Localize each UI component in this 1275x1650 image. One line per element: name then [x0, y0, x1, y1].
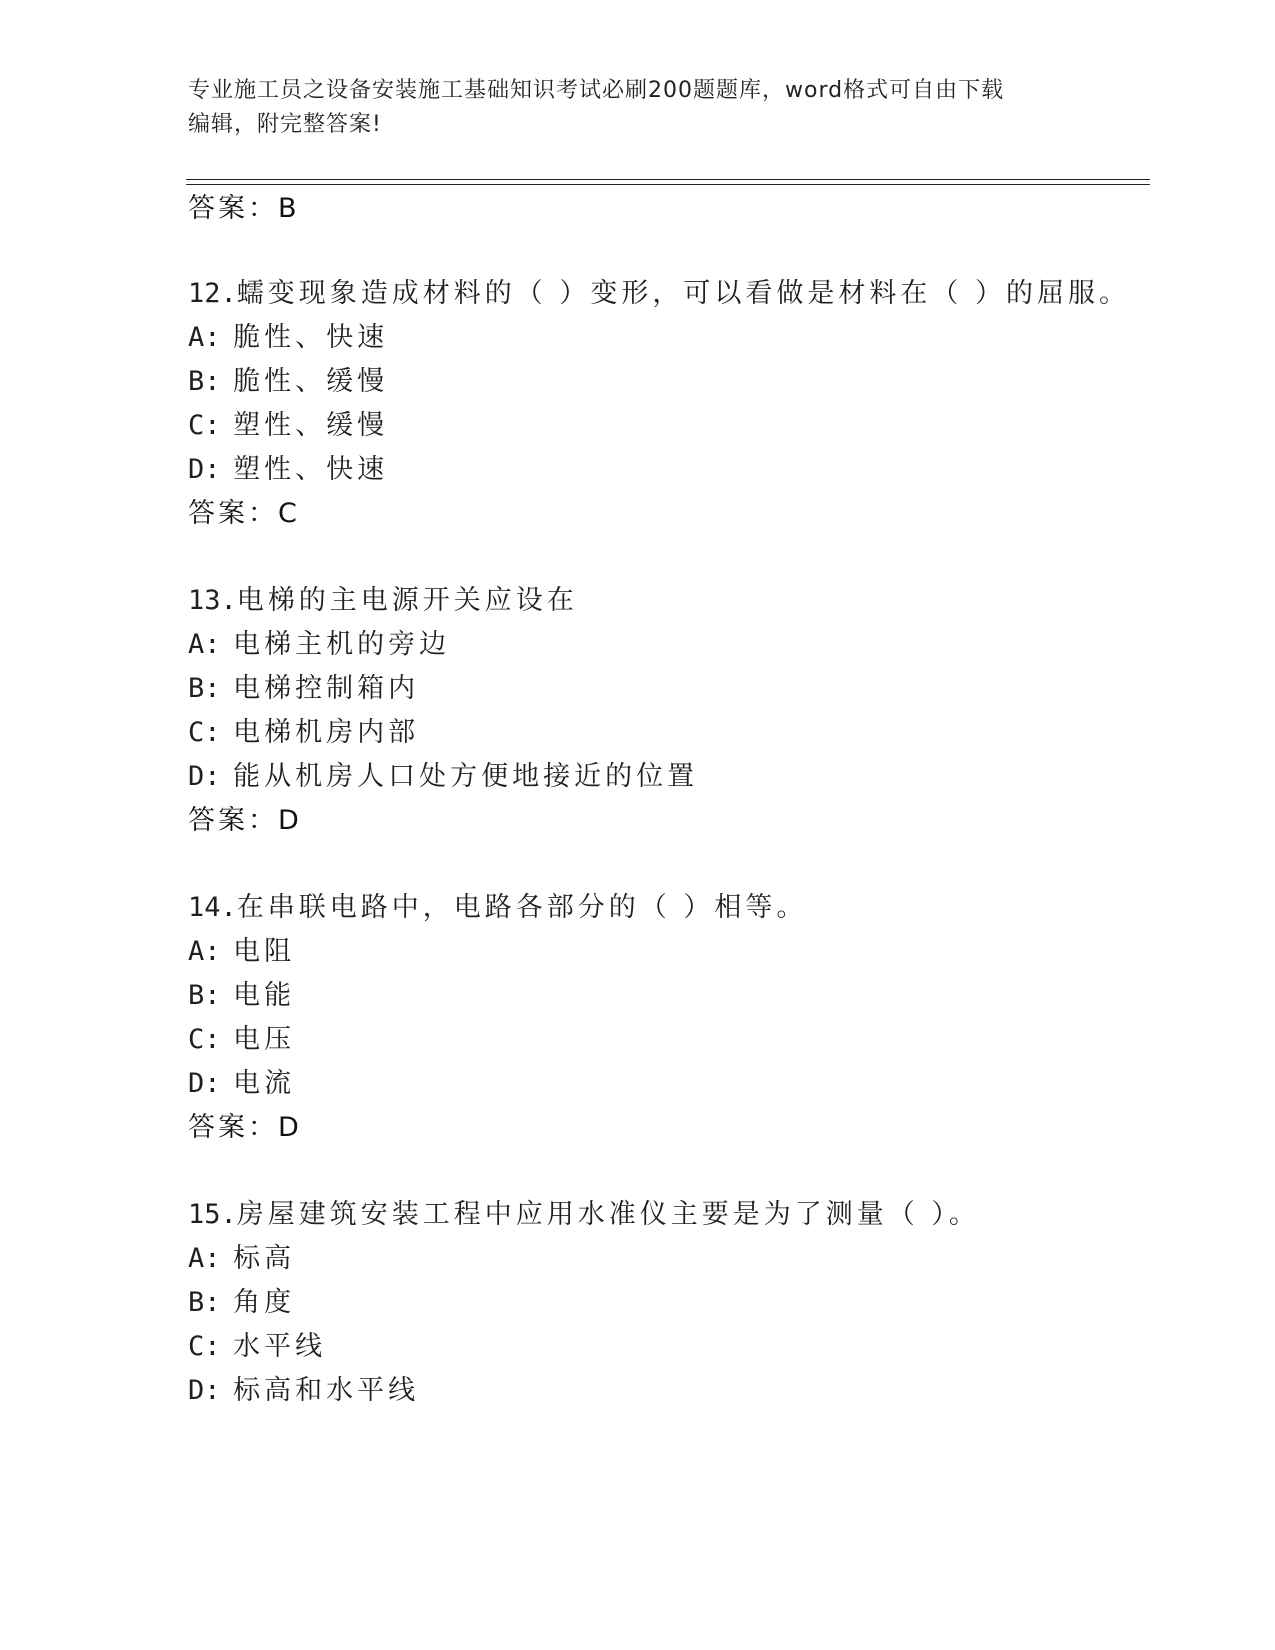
option-text: 水平线 [233, 1331, 327, 1362]
option-text: 塑性、快速 [233, 454, 389, 485]
question-14-option-b [188, 973, 295, 1012]
header-line-2: 编辑，附完整答案! [188, 112, 382, 137]
question-number: 14. [188, 892, 237, 923]
question-15-option-d [188, 1368, 419, 1407]
option-text: 角度 [233, 1287, 296, 1318]
question-13-option-a [188, 622, 450, 661]
answer-label: 答案： [188, 498, 278, 529]
question-12-answer [188, 491, 299, 530]
question-12-option-a [188, 315, 388, 354]
option-label: C: [188, 410, 221, 441]
document-header [188, 74, 1068, 142]
option-text: 电压 [233, 1024, 296, 1055]
question-13-option-b [188, 666, 419, 705]
option-label: D: [188, 1375, 221, 1406]
question-14-option-c [188, 1017, 295, 1056]
question-12-stem [188, 271, 1130, 310]
question-text: 在串联电路中，电路各部分的（ ）相等。 [236, 892, 808, 923]
option-text: 标高和水平线 [233, 1375, 420, 1406]
option-text: 电流 [233, 1068, 296, 1099]
question-text: 蠕变现象造成材料的（ ）变形，可以看做是材料在（ ）的屈服。 [236, 278, 1130, 309]
answer-label: 答案： [188, 193, 278, 224]
question-13-stem [188, 578, 578, 617]
question-14-option-d [188, 1061, 295, 1100]
question-15-stem [188, 1192, 980, 1231]
option-label: B: [188, 1287, 221, 1318]
option-text: 电梯主机的旁边 [233, 629, 451, 660]
question-12-option-d [188, 447, 388, 486]
option-text: 能从机房人口处方便地接近的位置 [233, 761, 699, 792]
question-14-option-a [188, 929, 295, 968]
question-15-option-b [188, 1280, 295, 1319]
answer-value: D [278, 1112, 301, 1143]
answer-label: 答案： [188, 1112, 278, 1143]
answer-value: B [278, 193, 299, 224]
question-13-answer [188, 798, 301, 837]
option-label: A: [188, 1243, 221, 1274]
option-text: 电阻 [233, 936, 296, 967]
question-number: 13. [188, 585, 237, 616]
question-14-stem [188, 885, 807, 924]
answer-value: C [278, 498, 299, 529]
option-label: B: [188, 980, 221, 1011]
question-14-answer [188, 1105, 301, 1144]
option-label: B: [188, 673, 221, 704]
option-label: D: [188, 1068, 221, 1099]
prev-answer [188, 186, 299, 225]
question-number: 15. [188, 1199, 237, 1230]
option-label: A: [188, 322, 221, 353]
option-label: D: [188, 761, 221, 792]
option-text: 脆性、快速 [233, 322, 389, 353]
question-number: 12. [188, 278, 237, 309]
option-text: 脆性、缓慢 [233, 366, 389, 397]
option-text: 电梯机房内部 [233, 717, 420, 748]
question-text: 电梯的主电源开关应设在 [236, 585, 578, 616]
option-label: C: [188, 717, 221, 748]
question-13-option-d [188, 754, 698, 793]
option-label: B: [188, 366, 221, 397]
option-text: 塑性、缓慢 [233, 410, 389, 441]
option-text: 电能 [233, 980, 296, 1011]
answer-value: D [278, 805, 301, 836]
option-label: C: [188, 1024, 221, 1055]
option-label: A: [188, 936, 221, 967]
option-text: 电梯控制箱内 [233, 673, 420, 704]
header-line-1: 专业施工员之设备安装施工基础知识考试必刷200题题库，word格式可自由下载 [188, 78, 1005, 103]
question-text: 房屋建筑安装工程中应用水准仪主要是为了测量（ ）。 [236, 1199, 980, 1230]
option-label: D: [188, 454, 221, 485]
question-15-option-a [188, 1236, 295, 1275]
question-13-option-c [188, 710, 419, 749]
option-text: 标高 [233, 1243, 296, 1274]
question-12-option-b [188, 359, 388, 398]
option-label: C: [188, 1331, 221, 1362]
header-rule-top [186, 179, 1150, 180]
question-15-option-c [188, 1324, 326, 1363]
answer-label: 答案： [188, 805, 278, 836]
header-rule-bottom [186, 184, 1150, 185]
option-label: A: [188, 629, 221, 660]
question-12-option-c [188, 403, 388, 442]
